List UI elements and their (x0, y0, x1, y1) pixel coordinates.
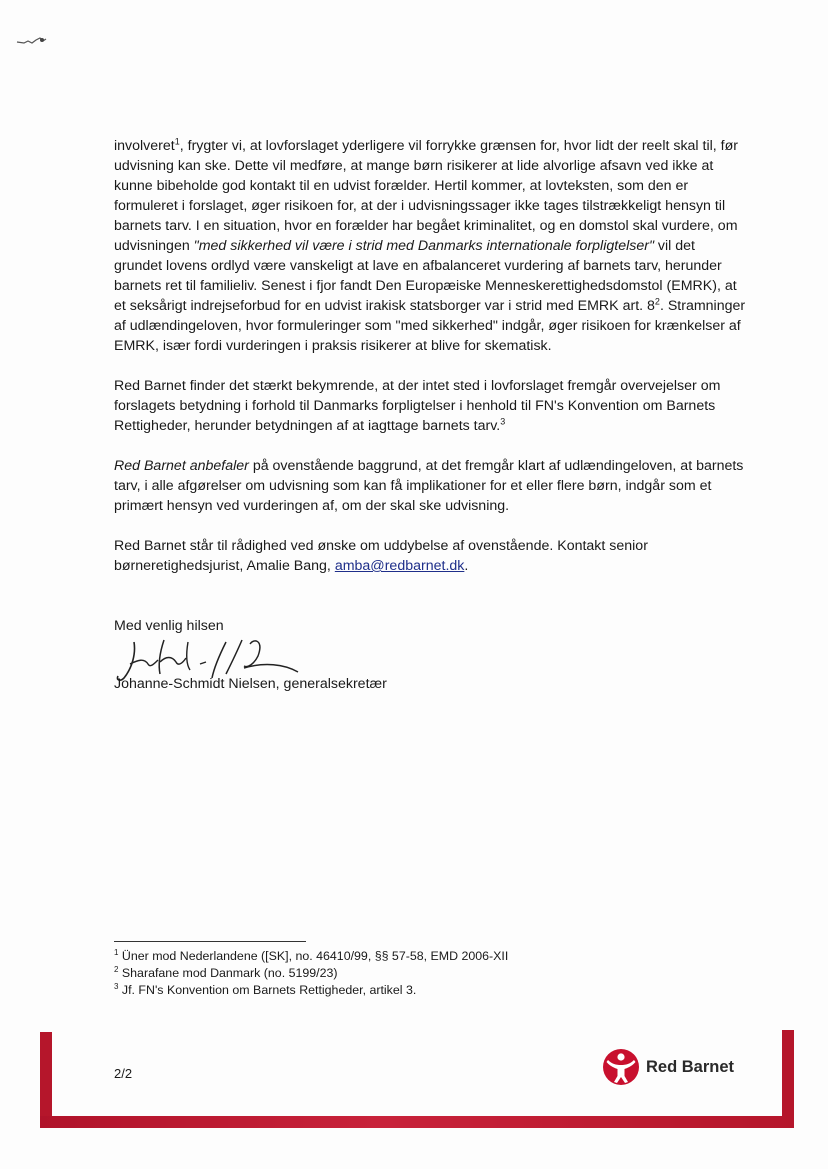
text-run: Red Barnet står til rådighed ved ønske om uddybelse af ovenstående. Kontakt senior børneretighedsjurist, Amalie Bang, (114, 538, 648, 574)
footnote-number: 2 (114, 964, 119, 974)
email-link[interactable]: amba@redbarnet.dk (334, 558, 465, 574)
logo-text: Red Barnet (646, 1057, 735, 1076)
footnote-ref: 2 (654, 296, 660, 307)
footnote-separator (114, 941, 306, 942)
text-run: vil det grundet lovens ordlyd være vanskeligt at lave en afbalanceret vurdering af barnets tarv, herunder barnets ret til familieliv. Senest i fjor fandt Den Europæiske Menneskerettighedsdomstol (EMRK), at et seksårigt indrejseforbud for en udvist irakisk statsborger var i strid med EMRK art. 8 (114, 238, 737, 314)
footnote-number: 1 (114, 947, 119, 957)
italic-lead: Red Barnet anbefaler (114, 458, 249, 474)
footnotes (114, 948, 714, 999)
text-run: involveret (114, 138, 175, 154)
footnote-text: Jf. FN's Konvention om Barnets Rettigheder, artikel 3. (121, 983, 417, 997)
footnote-2 (114, 965, 714, 982)
signer-name: Johanne-Schmidt Nielsen, generalsekretær (114, 676, 387, 692)
text-run: på ovenstående baggrund, at det fremgår klart af udlændingeloven, at barnets tarv, i alle afgørelser om udvisning som kan få implikationer for et eller flere børn, indgår som et primært hensyn ved vurderingen af, om der skal ske udvisning. (114, 458, 744, 514)
footnote-1 (114, 948, 714, 965)
footer-frame-left (40, 1032, 52, 1128)
text-run: Red Barnet finder det stærkt bekymrende, at der intet sted i lovforslaget fremgår overvejelser om forslagets betydning i forhold til Danmarks forpligtelser i henhold til FN's Konvention om Barnets Rettigheder, herunder betydningen af at iagttage barnets tarv. (114, 378, 721, 434)
footnote-text: Sharafane mod Danmark (no. 5199/23) (121, 966, 338, 980)
footnote-text: Üner mod Nederlandene ([SK], no. 46410/99, §§ 57-58, EMD 2006-XII (121, 949, 509, 963)
scan-mark-icon (16, 34, 50, 48)
red-barnet-logo (602, 1046, 752, 1088)
footnote-3 (114, 982, 714, 999)
footnote-ref: 1 (174, 136, 180, 147)
paragraph-1 (114, 136, 746, 356)
paragraph-3 (114, 456, 746, 516)
red-barnet-child-icon (602, 1048, 640, 1086)
footer-frame-bottom (40, 1116, 794, 1128)
footnote-ref: 3 (500, 416, 506, 427)
closing-text: Med venlig hilsen (114, 618, 224, 634)
page-number: 2/2 (114, 1066, 133, 1081)
text-run: . (464, 558, 469, 574)
paragraph-4 (114, 536, 746, 576)
paragraph-2 (114, 376, 746, 436)
letter-body (114, 136, 746, 596)
footnote-number: 3 (114, 981, 119, 991)
italic-quote: "med sikkerhed vil være i strid med Danmarks internationale forpligtelser" (193, 238, 654, 254)
footer-frame-right (782, 1030, 794, 1128)
text-run: , frygter vi, at lovforslaget yderligere vil forrykke grænsen for, hvor lidt der reelt skal til, før udvisning kan ske. Dette vil medføre, at mange børn risikerer at lide alvorlige afsavn ved ikke at kunne bibeholde god kontakt til en udvist forælder. Hertil kommer, at lovteksten, som den er formuleret i forslaget, øger risikoen for, at der i udvisningssager ikke tages tilstrækkeligt hensyn til barnets tarv. I en situation, hvor en forælder har begået kriminalitet, og en domstol skal vurdere, om udvisningen (114, 138, 738, 254)
text-run: . Stramninger af udlændingeloven, hvor formuleringer som "med sikkerhed" indgår, øger risikoen for krænkelser af EMRK, især fordi vurderingen i praksis risikerer at blive for skematisk. (114, 298, 746, 354)
